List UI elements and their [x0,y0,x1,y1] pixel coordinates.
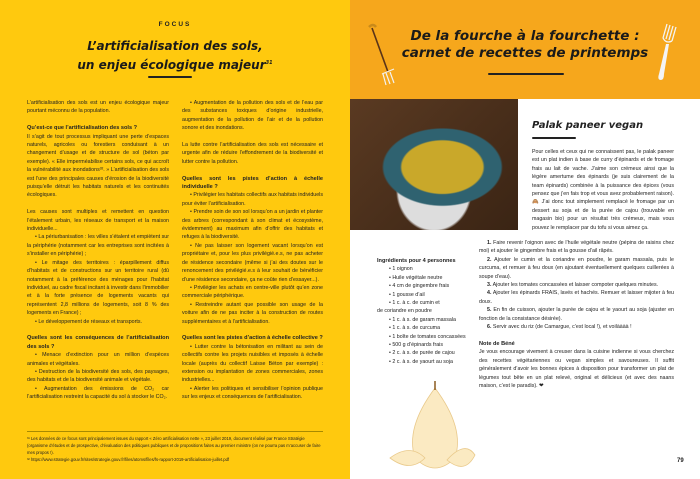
step-number: 6. [487,324,492,331]
step-text: Ajouter les tomates concassées et laisser compoter quelques minutes. [492,282,659,289]
bullet-icon: • [389,274,393,281]
bullet-item: • Augmentation de la pollution des sols et de l’eau par des substances toxiques d’origine industrielle, augmentation de la pollution de l’air et de la pollution sonore et des inondations. [182,100,323,132]
recipe-step [479,289,674,306]
ingredient-text: 1 c. à s. de garam massala [392,316,456,323]
recipe-step [479,256,674,281]
recipes-title-line1: De la fourche à la fourchette : [410,28,640,44]
bullet-item: • Le mitage des territoires : éparpillement diffus d’habitats et de constructions sur un territoire rural (dû notamment à la préférence des ménages pour l’habitat individuel, au cadre fiscal incitant à investir dans l’immobilier et à la forte présence de logements vacants qui représentent 2,8 millions de logements, soit 8 % des logements en France) ; [27,259,169,317]
bullet-item: • Alerter les politiques et sensibiliser l’opinion publique sur les enjeux et conséquences de l’artificialisation. [182,385,323,401]
bullet-icon: • [389,283,393,290]
focus-title [0,38,350,74]
section-heading: Qu’est-ce que l’artificialisation des sols ? [27,125,138,132]
recipe-step [479,323,674,331]
bullet-icon: • [389,266,393,273]
bullet-icon: • [389,342,393,349]
recipe-title-underline [532,137,576,139]
article-column-1 [27,99,169,402]
ingredient-item [377,274,477,282]
bullet-item: • Privilégier les achats en centre-ville plutôt qu’en zone commerciale périphérique. [182,284,323,300]
bullet-icon: • [389,316,393,323]
bullet-icon: • [389,333,393,340]
ingredient-item [377,299,477,307]
bullet-item: • Destruction de la biodiversité des sols, des paysages, des habitats et de la biodiversité animale et végétale. [27,368,169,384]
step-number: 2. [487,256,492,263]
ingredient-item [377,333,477,341]
bullet-item: • Lutter contre la bétonisation en militant au sein de collectifs contre les projets nuisibles et imposés à échelle locale (auprès du collectif Laisse Béton par exemple) : extension ou implantation de zones commerciales, zones industrielles... [182,343,323,384]
step-text: Ajouter le cumin et la coriandre en poudre, le garam massala, puis le curcuma, et remuer à feu doux (en ajoutant éventuellement quelques cuillerées à soupe d’eau). [479,256,674,280]
ingredient-text: 500 g d’épinards frais [392,342,443,349]
note-text: Je vous encourage vivement à creuser dans la cuisine indienne si vous cherchez des recettes végétariennes ou vegan simples et savoureuses. Il suffit généralement d’avoir les bonnes épices à disposition pour transformer un plat de légumes tout bête en un plat relevé, original et délicieux (et avec des naans maison, c’est le paradis). ❤ [479,349,674,390]
recipe-title: Palak paneer vegan [532,120,644,131]
ingredient-text: 2 c. à s. de purée de cajou [392,350,455,357]
ingredient-text: 1 c. à s. de curcuma [392,325,441,332]
focus-title-line2: un enjeu écologique majeur [77,58,266,72]
ingredient-item [377,341,477,349]
ingredients [377,257,477,366]
ingredient-text: Huile végétale neutre [392,274,443,281]
ingredient-item [377,282,477,290]
bullet-icon: • [389,358,393,365]
spacer [182,133,323,141]
recipe-intro: Pour celles et ceux qui ne connaissent pas, le palak paneer est un plat indien à base de curry d’épinards et de fromage frais au lait de vache. J’aime son crémeux ainsi que la légère amertume des épinards (je suis clairement de la team épinards) combinée à la puissance des épices (vous pensez que j’en fais trop et vous avez probablement raison). 🙈 J’ai donc tout simplement remplacé le fromage par un dessert au soja et de la purée de cajou (trouvable en magasin bio) pour un résultat très crémeux, mais vous pouvez le remplacer par du tofu si vous aimez ça. [532,149,674,231]
bullet-item: • Ne pas laisser son logement vacant lorsqu’on est propriétaire et, pour les plus privilégié.e.s, ne pas acheter de résidence secondaire (même si j’ai des doutes sur le renoncement des privilégié.e.s à leur souhait de bénéficier d’une résidence secondaire, ça ne coûte rien d’essayer...). [182,242,323,283]
ingredient-item [377,349,477,357]
ingredient-text: 1 c. à c. de cumin et [392,300,440,307]
ingredient-text: 4 cm de gingembre frais [392,283,450,290]
bullet-icon: • [389,291,393,298]
focus-title-line1: L’artificialisation des sols, [87,39,263,53]
bullet-item: • Augmentation des émissions de CO₂ car l’artificialisation restreint la capacité du sol à stocker le CO₂. [27,385,169,401]
ingredient-item [377,324,477,332]
ingredient-text: 1 boîte de tomates concassées [392,333,466,340]
note-title: Note de Béné [479,341,515,347]
ingredient-text: 1 gousse d’ail [392,291,425,298]
spacer [27,200,169,208]
recipe-steps [479,239,674,331]
recipes-title-line2: carnet de recettes de printemps [401,45,649,61]
bullet-item: • Le développement de réseaux et transports. [35,318,142,325]
bullet-icon: • [389,325,393,332]
ingredient-item [377,291,477,299]
bullet-item: • Prendre soin de son sol lorsqu’on a un jardin et planter des arbres (correspondant à son climat et écosystème, évidemment) au maximum afin d’offrir des habitats et refuges à la biodiversité. [182,209,323,241]
note [479,340,674,390]
recipe-step [479,306,674,323]
bullet-icon: • [389,300,393,307]
footnote-ref: 31 [265,60,273,66]
step-number: 3. [487,282,492,289]
garlic-illustration [385,378,480,479]
spacer [27,326,169,334]
ingredient-item [377,265,477,273]
recipes-title [350,28,700,62]
ingredient-item [377,316,477,324]
spacer [27,116,169,124]
ingredient-text: 1 oignon [392,266,413,273]
ingredient-item [377,307,477,315]
section-heading: Quelles sont les conséquences de l’artificialisation des sols ? [27,335,169,350]
spacer [182,326,323,334]
footnotes [27,431,323,463]
step-number: 5. [487,307,492,314]
article-column-2 [182,99,323,402]
footnote-32: ³² https://www.strategie.gouv.fr/sites/strategie.gouv.fr/files/atoms/files/fs-rapport-2019-artificialisation-juillet.pdf [27,457,230,462]
ingredient-item [377,358,477,366]
recipe-step [479,239,674,256]
bullet-item: • Restreindre autant que possible son usage de la voiture afin de ne pas inciter à la construction de routes supplémentaires et à l’artificialisation. [182,301,323,325]
step-text: Faire revenir l’oignon avec de l’huile végétale neutre (pépins de raisins chez moi) et ajouter le gingembre frais et la gousse d’ail râpés. [479,240,674,255]
palak-paneer-photo [350,99,518,230]
step-text: En fin de cuisson, ajouter la purée de cajou et le yaourt au soja (ajuster en fonction de la consistance désirée). [479,307,674,322]
recipe-step [479,281,674,289]
step-text: Ajouter les épinards FRAIS, lavés et hachés. Remuer et laisser mijoter à feu doux. [479,290,674,305]
section-heading: Quelles sont les pistes d’action à échelle collective ? [182,335,323,342]
paragraph: La lutte contre l’artificialisation des sols est nécessaire et urgente afin de réduire l’effondrement de la biodiversité et lutter contre la pollution. [182,142,323,165]
fork-icon [650,22,680,84]
bullet-icon: • [389,350,393,357]
section-heading: Quelles sont les pistes d’action à échelle individuelle ? [182,175,323,191]
bullet-item: • Menace d’extinction pour un million d’espèces animales et végétales. [27,352,169,367]
paragraph: L’artificialisation des sols est un enjeu écologique majeur pourtant méconnu de la population. [27,100,169,115]
bullet-item: • La périurbanisation : les villes s’étalent et empiètent sur la périphérie (notamment car les entreprises sont incitées à s’installer en périphérie) ; [27,234,169,258]
paragraph: Il s’agit de tout processus impliquant une perte d’espaces naturels, agricoles ou forestiers conduisant à un changement d’usage et de structure de sol (béton par exemple). « Elle imperméabilise certains sols, ce qui accroît la vulnérabilité aux inondations³². » L’artificialisation des sols est l’une des principales causes d’érosion de la biodiversité puisqu’elle détruit les habitats naturels et les continuités écologiques. [27,133,169,199]
ingredient-text: 2 c. à s. de yaourt au soja [392,358,453,365]
step-number: 1. [487,240,492,246]
ingredients-title: Ingrédients pour 4 personnes [377,258,456,264]
title-underline [148,76,192,78]
recipes-title-underline [488,73,564,75]
page-number: 79 [677,458,684,464]
step-number: 4. [487,290,492,297]
footnote-31: ³¹ Les données de ce focus sont principalement issues du rapport « Zéro artificialisation nette », 23 juillet 2019, document réalisé par France Stratégie (organisme d’études et de prospective, d’évaluation des politiques publiques et de propositions faites au premier ministre (on ne pourra pas m’accuser de faire mes propos !). [27,436,321,455]
paragraph: Les causes sont multiples et remettent en question l’étalement urbain, les réseaux de transport et la maison individuelle... [27,209,169,233]
spacer [182,166,323,174]
step-text: Servir avec du riz (de Camargue, c’est local !), et voilàààà ! [492,324,632,331]
bullet-item: • Privilégier les habitats collectifs aux habitats individuels pour éviter l’artificialisation. [182,192,323,207]
ingredient-text: de coriandre en poudre [377,308,432,315]
section-kicker: FOCUS [158,21,192,28]
